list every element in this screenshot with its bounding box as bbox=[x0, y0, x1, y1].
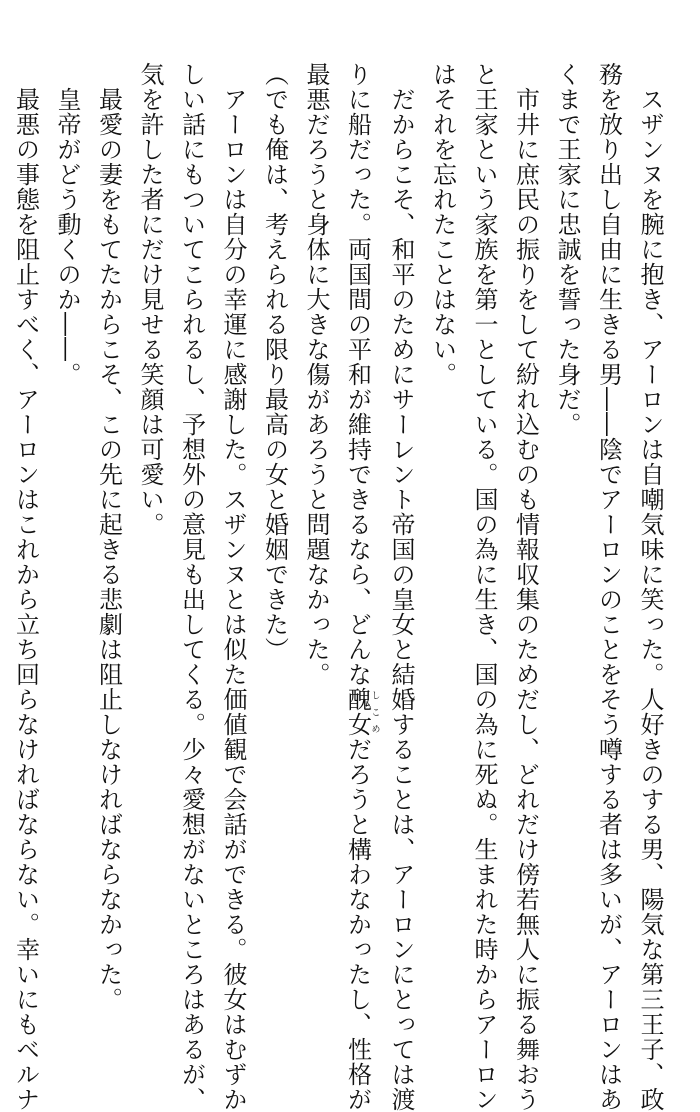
text-segment: だろうと構わなかったし、性格が bbox=[343, 737, 372, 1112]
text-line: 気を許した者にだけ見せる笑顔は可愛い。 bbox=[136, 62, 164, 537]
text-line: はそれを忘れたことはない。 bbox=[428, 62, 457, 387]
text-line bbox=[0, 62, 4, 987]
text-line: アーロンは自分の幸運に感謝した。スザンヌとは似た価値観で会話ができる。彼女はむずか bbox=[219, 62, 247, 1112]
text-line: （でも俺は、考えられる限り最高の女と婚姻できた） bbox=[260, 62, 289, 662]
ruby-reading: しこめ bbox=[369, 687, 380, 737]
text-line: だからこそ、和平のためにサーレント帝国の皇女と結婚することは、アーロンにとっては渡 bbox=[387, 62, 415, 1112]
vertical-text-body bbox=[0, 62, 670, 1112]
text-line: 最愛の妻をもてたからこそ、この先に起きる悲劇は阻止しなければならなかった。 bbox=[94, 62, 123, 1012]
text-line: 最悪だろうと身体に大きな傷があろうと問題なかった。 bbox=[302, 62, 330, 687]
text-line: と王家という家族を第一としている。国の為に生き、国の為に死ぬ。生まれた時からアーロン bbox=[470, 62, 498, 1112]
text-line: 市井に庶民の振りをして紛れ込むのも情報収集のためだし、どれだけ傍若無人に振る舞おう bbox=[511, 62, 540, 1112]
text-line: くまで王家に忠誠を誓った身だ。 bbox=[553, 62, 581, 437]
ruby-annotation bbox=[343, 687, 380, 737]
text-line-with-ruby bbox=[336, 62, 380, 1112]
text-line: しい話にもついてこられるし、予想外の意見も出してくる。少々愛想がないところはあるが、 bbox=[177, 62, 206, 1112]
text-line: スザンヌを腕に抱き、アーロンは自嘲気味に笑った。人好きのする男、陽気な第三王子、政 bbox=[636, 62, 664, 1112]
text-line: 皇帝がどう動くのか――。 bbox=[53, 62, 81, 387]
text-line: 最悪の事態を阻止すべく、アーロンはこれから立ち回らなければならない。幸いにもベルナ bbox=[11, 62, 40, 1112]
text-line: 務を放り出し自由に生きる男――陰でアーロンのことをそう噂する者は多いが、アーロンはあ bbox=[594, 62, 623, 1112]
ruby-base: 醜女 bbox=[343, 687, 372, 737]
text-segment: りに船だった。両国間の平和が維持できるなら、どんな bbox=[343, 62, 372, 687]
